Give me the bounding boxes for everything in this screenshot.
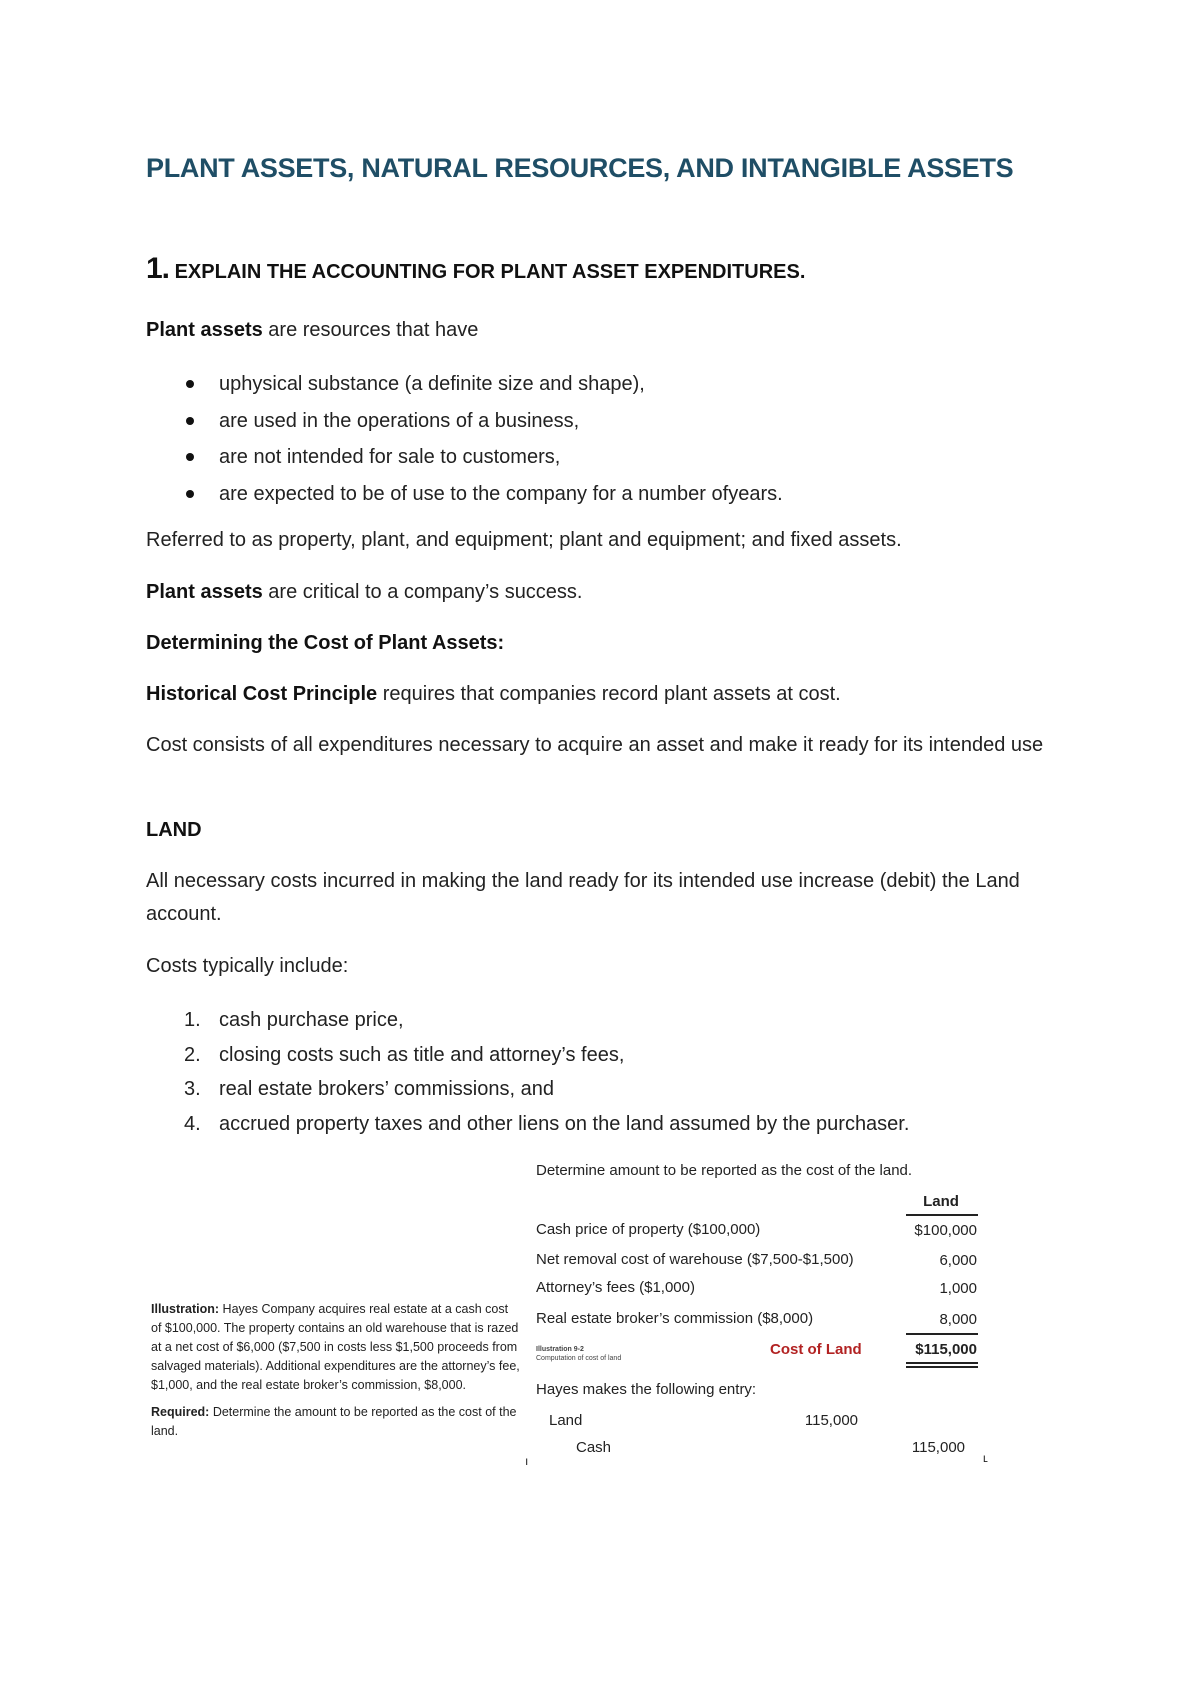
historical-term: Historical Cost Principle [146,683,378,705]
page-title: PLANT ASSETS, NATURAL RESOURCES, AND INTANGIBLE ASSETS [146,153,1014,183]
debit-amount: 115,000 [804,1412,858,1429]
intro-rest: are resources that have [262,319,479,341]
costs-list [146,1003,909,1141]
row-value: 6,000 [939,1252,977,1269]
bullet-icon [186,453,194,461]
total-double-rule [906,1362,978,1364]
illustration-problem [151,1300,521,1449]
entry-intro: Hayes makes the following entry: [536,1381,757,1398]
required-label: Required: [151,1405,210,1419]
list-item: 2. closing costs such as title and attorney’s fees, [184,1043,625,1066]
row-label: Real estate broker’s commission ($8,000) [536,1310,814,1327]
section-heading [146,252,805,286]
row-label: Net removal cost of warehouse ($7,500-$1,500) [536,1251,854,1268]
determining-heading: Determining the Cost of Plant Assets: [146,632,505,654]
intro-term: Plant assets [146,319,263,341]
total-double-rule [906,1366,978,1368]
column-header: Land [923,1193,959,1210]
costs-include-paragraph: Costs typically include: [146,955,349,977]
required-paragraph: Required: Determine the amount to be reported as the cost of the land. [151,1405,517,1438]
section-heading-text: EXPLAIN THE ACCOUNTING FOR PLANT ASSET EXPENDITURES. [174,261,806,283]
list-item: uphysical substance (a definite size and shape), [146,366,783,403]
critical-rest: are critical to a company’s success. [262,581,583,603]
stray-mark: ʟ [983,1451,988,1465]
section-number: 1. [146,252,170,285]
row-value: $100,000 [914,1222,977,1239]
critical-term: Plant assets [146,581,263,603]
list-item: are used in the operations of a business, [146,403,783,440]
illustration-paragraph: Illustration: Hayes Company acquires real estate at a cash cost of $100,000. The property contains an old warehouse that is razed at a net cost of $6,000 ($7,500 in costs less $1,500 proceeds from salvaged materials). Additional expenditures are the attorney’s fee, $1,000, and the real estate broker’s commission, $8,000. [151,1302,520,1392]
credit-account: Cash [576,1439,612,1456]
land-paragraph: All necessary costs incurred in making the land ready for its intended use increase (debit) the Land account. [146,870,1020,925]
historical-paragraph [146,678,1066,711]
small-caption: Illustration 9-2 [536,1346,584,1353]
debit-account: Land [549,1412,583,1429]
list-item: are expected to be of use to the company for a number ofyears. [146,476,783,513]
row-label: Cash price of property ($100,000) [536,1221,761,1238]
characteristics-list [146,366,783,512]
header-underline [906,1214,978,1216]
row-value: 1,000 [939,1280,977,1297]
subtotal-rule [906,1333,978,1335]
bullet-icon [186,417,194,425]
credit-amount: 115,000 [911,1439,965,1456]
total-value: $115,000 [915,1341,977,1358]
stray-mark: ı [525,1454,529,1468]
list-item: 3. real estate brokers’ commissions, and [184,1078,554,1100]
land-heading: LAND [146,819,202,841]
cost-consists-paragraph: Cost consists of all expenditures necessary to acquire an asset and make it ready for its intended use [146,734,1044,756]
row-value: 8,000 [939,1311,977,1328]
small-caption: Computation of cost of land [536,1355,622,1362]
critical-paragraph [146,576,1066,609]
list-item: 4. accrued property taxes and other liens on the land assumed by the purchaser. [184,1112,910,1135]
list-item: are not intended for sale to customers, [146,439,783,476]
historical-rest: requires that companies record plant assets at cost. [377,683,841,705]
total-label: Cost of Land [770,1341,862,1358]
row-label: Attorney’s fees ($1,000) [536,1279,695,1296]
computation-prompt: Determine amount to be reported as the cost of the land. [536,1162,913,1179]
bullet-icon [186,380,194,388]
intro-paragraph [146,314,1066,347]
bullet-icon [186,490,194,498]
list-item: 1. cash purchase price, [184,1009,404,1031]
referred-paragraph: Referred to as property, plant, and equipment; plant and equipment; and fixed assets. [146,529,902,551]
illustration-label: Illustration: [151,1302,220,1316]
